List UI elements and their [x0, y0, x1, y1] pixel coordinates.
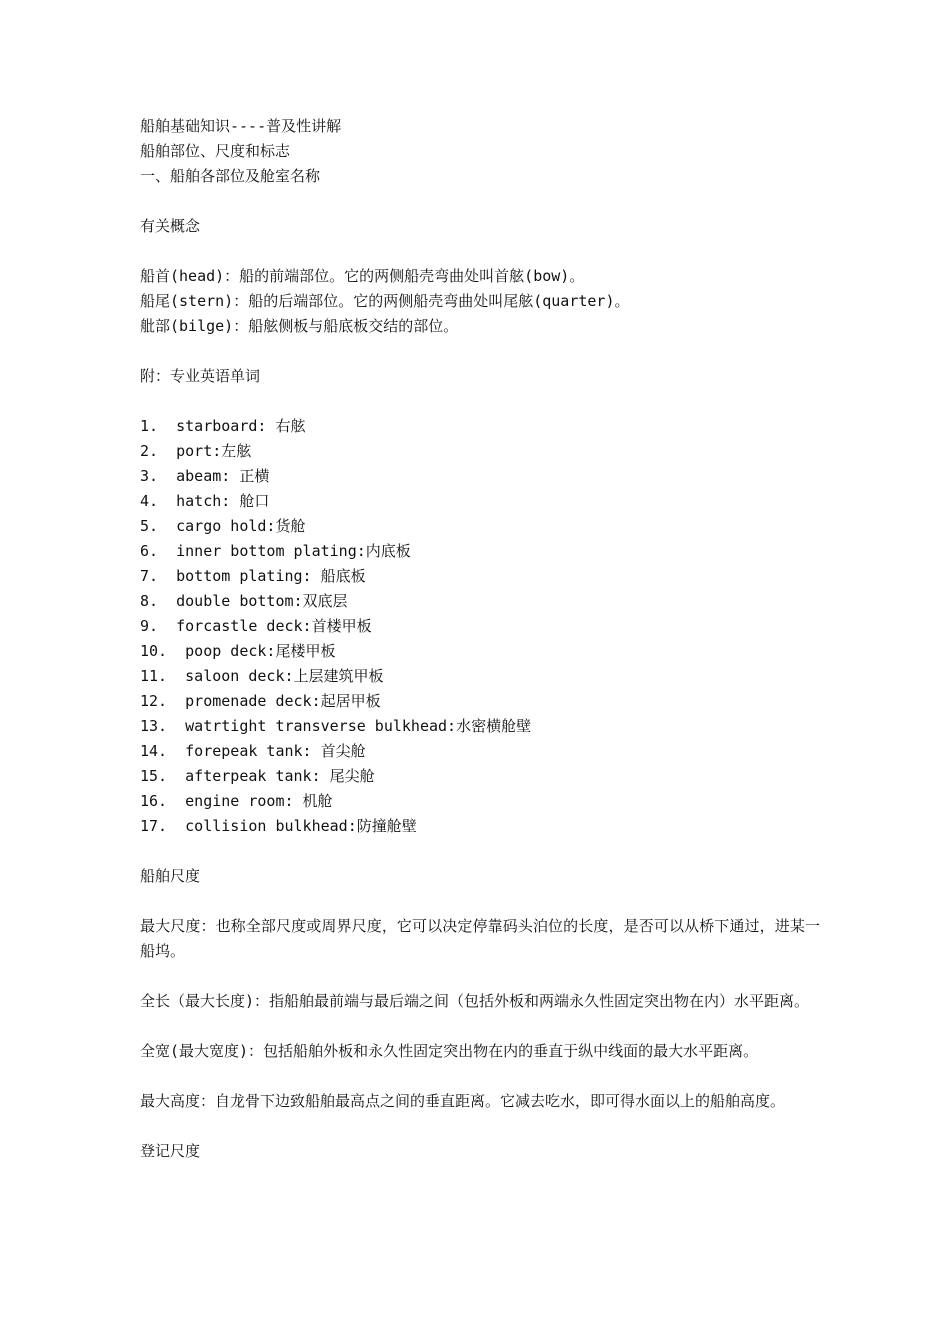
list-item: 11. saloon deck:上层建筑甲板	[140, 667, 384, 685]
paragraph-overall-breadth: 全宽(最大宽度)：包括船舶外板和永久性固定突出物在内的垂直于纵中线面的最大水平距离。	[140, 1042, 759, 1060]
vocab-list	[140, 414, 820, 839]
spacer	[140, 1064, 820, 1089]
vocab-heading: 附：专业英语单词	[140, 367, 261, 385]
concepts-heading: 有关概念	[140, 217, 201, 235]
spacer	[140, 839, 820, 864]
concept-head: 船首(head)：船的前端部位。它的两侧船壳弯曲处叫首舷(bow)。	[140, 267, 585, 285]
spacer	[140, 189, 820, 214]
spacer	[140, 239, 820, 264]
paragraph-overall-length: 全长（最大长度)：指船舶最前端与最后端之间（包括外板和两端永久性固定突出物在内）水平距离。	[140, 992, 810, 1010]
list-item: 17. collision bulkhead:防撞舱壁	[140, 817, 417, 835]
list-item: 10. poop deck:尾楼甲板	[140, 642, 336, 660]
document-title: 船舶基础知识----普及性讲解	[140, 117, 342, 135]
list-item: 14. forepeak tank: 首尖舱	[140, 742, 366, 760]
spacer	[140, 339, 820, 364]
paragraph-max-dimensions: 最大尺度：也称全部尺度或周界尺度，它可以决定停靠码头泊位的长度，是否可以从桥下通过，进某一船坞。	[140, 917, 820, 960]
list-item: 9. forcastle deck:首楼甲板	[140, 617, 372, 635]
list-item: 1. starboard: 右舷	[140, 417, 306, 435]
document-subtitle: 船舶部位、尺度和标志	[140, 142, 291, 160]
list-item: 13. watrtight transverse bulkhead:水密横舱壁	[140, 717, 532, 735]
spacer	[140, 389, 820, 414]
spacer	[140, 1014, 820, 1039]
document-body	[140, 114, 820, 1164]
list-item: 2. port:左舷	[140, 442, 252, 460]
list-item: 4. hatch: 舱口	[140, 492, 270, 510]
list-item: 6. inner bottom plating:内底板	[140, 542, 411, 560]
registered-dimensions-heading: 登记尺度	[140, 1142, 201, 1160]
list-item: 3. abeam: 正横	[140, 467, 270, 485]
list-item: 16. engine room: 机舱	[140, 792, 333, 810]
spacer	[140, 964, 820, 989]
list-item: 15. afterpeak tank: 尾尖舱	[140, 767, 375, 785]
paragraph-max-height: 最大高度：自龙骨下边致船舶最高点之间的垂直距离。它减去吃水，即可得水面以上的船舶高度。	[140, 1092, 786, 1110]
spacer	[140, 1114, 820, 1139]
concept-stern: 船尾(stern)：船的后端部位。它的两侧船壳弯曲处叫尾舷(quarter)。	[140, 292, 630, 310]
section-heading-parts: 一、船舶各部位及舱室名称	[140, 167, 321, 185]
spacer	[140, 889, 820, 914]
list-item: 12. promenade deck:起居甲板	[140, 692, 381, 710]
list-item: 5. cargo hold:货舱	[140, 517, 306, 535]
dimensions-heading: 船舶尺度	[140, 867, 201, 885]
list-item: 7. bottom plating: 船底板	[140, 567, 366, 585]
concept-bilge: 舭部(bilge)：船舷侧板与船底板交结的部位。	[140, 317, 459, 335]
list-item: 8. double bottom:双底层	[140, 592, 348, 610]
